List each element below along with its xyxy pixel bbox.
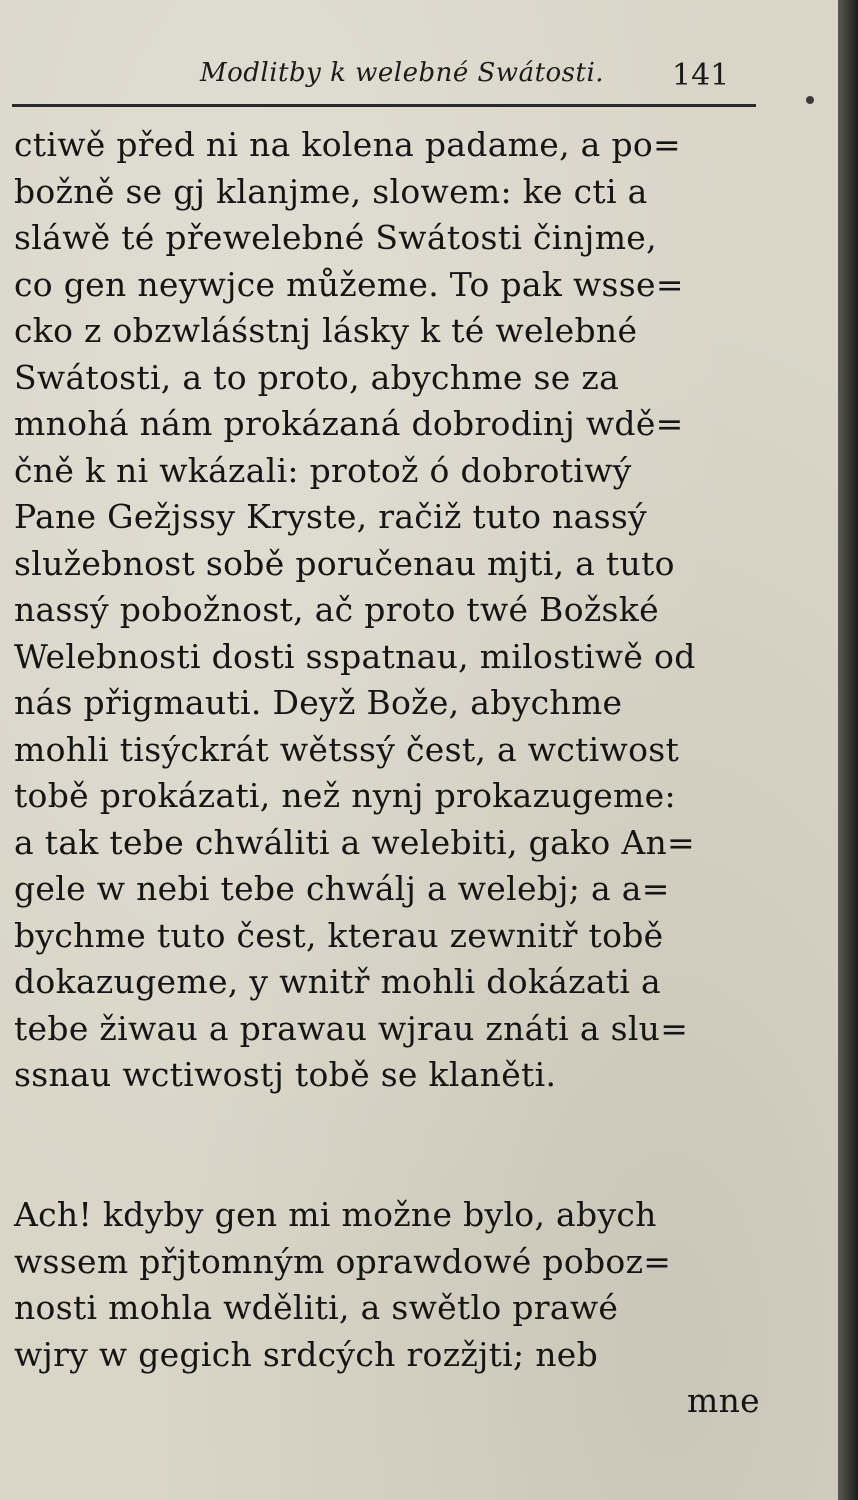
text-line: mohli tisýckrát wětssý čest, a wctiwost: [14, 729, 680, 769]
text-line: nassý pobožnost, ač proto twé Božské: [14, 590, 659, 629]
text-line: a tak tebe chwáliti a welebiti, gako An=: [14, 822, 695, 862]
text-line: cko z obzwláśstnj lásky k té welebné: [14, 311, 638, 350]
catchword: mne: [687, 1381, 760, 1420]
text-line: tebe žiwau a prawau wjrau znáti a slu=: [14, 1008, 689, 1048]
page-edge-shadow: [838, 0, 858, 1500]
page-number: 141: [672, 58, 730, 93]
paragraph-2: [14, 1192, 766, 1425]
text-line: dokazugeme, y wnitř mohli dokázati a: [14, 962, 661, 1001]
text-line: Ach! kdyby gen mi možne bylo, abych: [14, 1195, 657, 1234]
text-line: božně se gj klanjme, slowem: ke cti a: [14, 171, 648, 211]
text-line: mnohá nám prokázaná dobrodinj wdě=: [14, 404, 684, 443]
text-line: wssem přjtomným oprawdowé poboz=: [14, 1241, 672, 1281]
paragraph-1: [14, 122, 766, 1099]
text-line: nosti mohla wděliti, a swětlo prawé: [14, 1288, 619, 1327]
text-line: co gen neywjce můžeme. To pak wsse=: [14, 264, 684, 304]
header-rule: [12, 104, 756, 107]
text-line: služebnost sobě poručenau mjti, a tuto: [14, 543, 675, 583]
text-line: Swátosti, a to proto, abychme se za: [14, 357, 620, 397]
text-line: Pane Gežjssy Kryste, račiž tuto nassý: [14, 497, 647, 536]
text-line: Welebnosti dosti sspatnau, milostiwě od: [14, 636, 696, 676]
ink-dot: [806, 96, 814, 104]
text-line: ctiwě před ni na kolena padame, a po=: [14, 125, 681, 164]
text-line: gele w nebi tebe chwálj a welebj; a a=: [14, 869, 670, 908]
running-header: Modlitby k welebné Swátosti.: [200, 58, 605, 88]
text-line: wjry w gegich srdcých rozžjti; neb: [14, 1334, 599, 1374]
text-line: bychme tuto čest, kterau zewnitř tobě: [14, 915, 664, 955]
text-line: ssnau wctiwostj tobě se klaněti.: [14, 1055, 557, 1094]
text-line: nás přigmauti. Deyž Bože, abychme: [14, 683, 623, 722]
text-line: čně k ni wkázali: protož ó dobrotiwý: [14, 450, 632, 490]
text-line: tobě prokázati, než nynj prokazugeme:: [14, 776, 676, 815]
text-line: sláwě té přewelebné Swátosti činjme,: [14, 218, 657, 257]
